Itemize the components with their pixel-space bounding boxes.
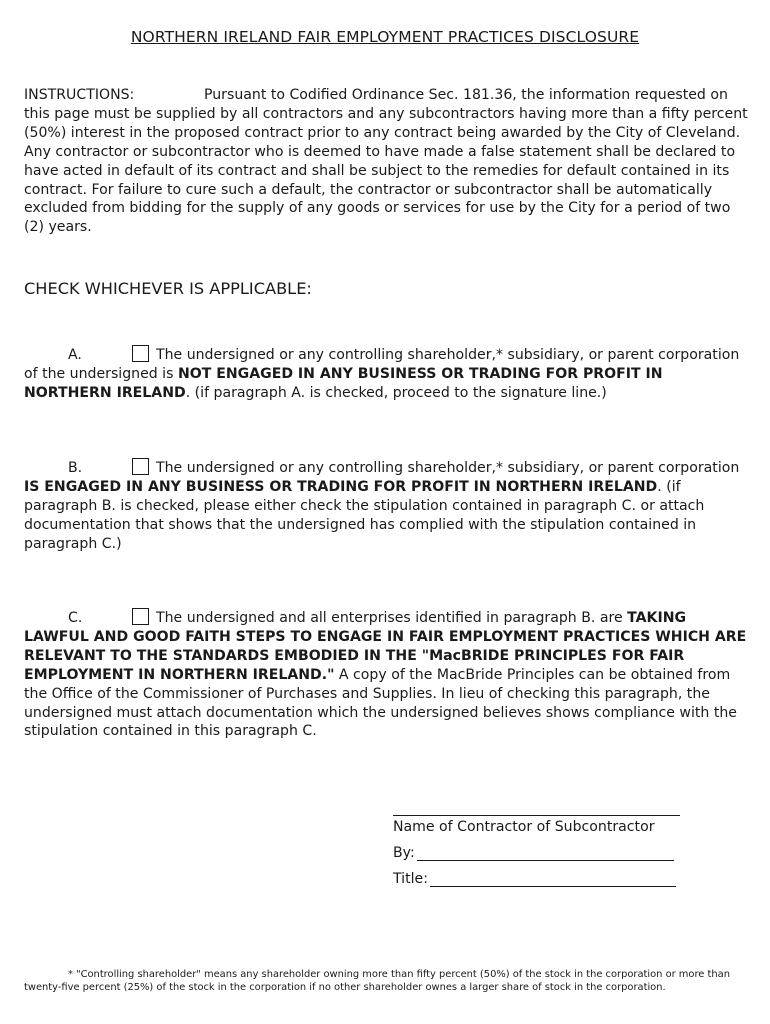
title-field[interactable] (430, 872, 676, 887)
by-label: By: (393, 845, 415, 861)
option-a-text-end: . (if paragraph A. is checked, proceed to the signature line.) (185, 384, 607, 401)
option-a-text: The undersigned or any controlling shareholder,* subsidiary, or parent corporation of the undersigned is (24, 347, 740, 382)
option-a-bold-text: NOT ENGAGED IN ANY BUSINESS OR TRADING FOR PROFIT IN NORTHERN IRELAND (24, 365, 663, 401)
option-c-bold-text: TAKING LAWFUL AND GOOD FAITH STEPS TO ENGAGE IN FAIR EMPLOYMENT PRACTICES WHICH ARE RELEVANT TO THE STANDARDS EMBODIED IN THE "MacBRIDE PRINCIPLES FOR FAIR EMPLOYMENT IN NORTHERN IRELAND." (24, 610, 747, 683)
footnote-text: * "Controlling shareholder" means any shareholder owning more than fifty percent (50%) of the stock in the corporation or more than twenty-five percent (25%) of the stock in the corporation if no other shareholder ownes a larger share of stock in the corporation. (24, 969, 730, 993)
option-c-text-end: A copy of the MacBride Principles can be obtained from the Office of the Commissioner of Purchases and Supplies. In lieu of checking this paragraph, the undersigned must attach documentation which the undersigned believes shows compliance with the stipulation contained in this paragraph C. (24, 666, 737, 740)
contractor-name-line[interactable] (393, 815, 680, 816)
title-label: Title: (393, 871, 428, 887)
instructions-label: INSTRUCTIONS: (24, 87, 135, 103)
option-b-bold-text: IS ENGAGED IN ANY BUSINESS OR TRADING FOR PROFIT IN NORTHERN IRELAND (24, 478, 658, 495)
page-title: NORTHERN IRELAND FAIR EMPLOYMENT PRACTICES DISCLOSURE (130, 28, 640, 46)
option-a-letter: A. (68, 347, 82, 363)
title-row (393, 871, 676, 887)
footnote (24, 968, 746, 994)
option-a-paragraph (24, 345, 748, 403)
option-b-paragraph (24, 458, 748, 554)
option-b-text-end: . (if paragraph B. is checked, please either check the stipulation contained in paragraph C. or attach documentation that shows that the undersigned has complied with the stipulation contained in paragraph C.) (24, 478, 705, 552)
instructions-text: Pursuant to Codified Ordinance Sec. 181.36, the information requested on this page must be supplied by all contractors and any subcontractors having more than a fifty percent (50%) interest in the proposed contract prior to any contract being awarded by the City of Cleveland. Any contractor or subcontractor who is deemed to have made a false statement shall be declared to have acted in default of its contract and shall be subject to the remedies for default contained in its contract. For failure to cure such a default, the contractor or subcontractor shall be automatically excluded from bidding for the supply of any goods or services for use by the City for a period of two (2) years. (24, 87, 748, 236)
option-b-checkbox[interactable] (132, 458, 149, 475)
by-signature-field[interactable] (417, 846, 674, 861)
instructions-paragraph (24, 86, 748, 237)
by-row (393, 845, 674, 861)
option-c-checkbox[interactable] (132, 608, 149, 625)
option-c-paragraph (24, 608, 748, 741)
check-applicable-heading: CHECK WHICHEVER IS APPLICABLE: (24, 279, 312, 298)
option-b-letter: B. (68, 460, 83, 476)
option-c-letter: C. (68, 610, 83, 626)
contractor-name-label: Name of Contractor of Subcontractor (393, 819, 655, 835)
option-c-text: The undersigned and all enterprises identified in paragraph B. are (156, 610, 628, 626)
option-b-text: The undersigned or any controlling shareholder,* subsidiary, or parent corporation (156, 460, 740, 476)
option-a-checkbox[interactable] (132, 345, 149, 362)
